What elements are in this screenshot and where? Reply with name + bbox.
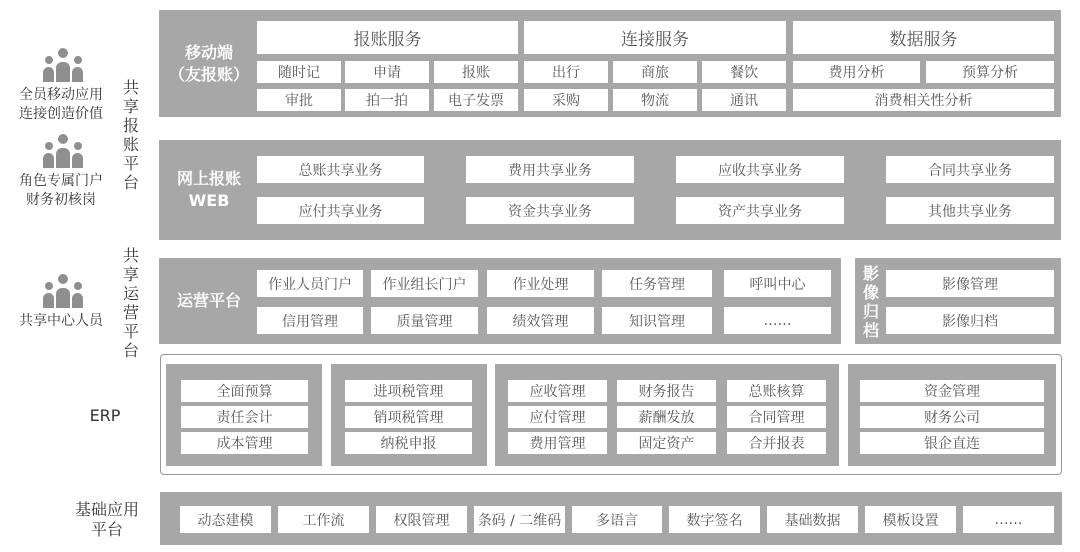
base-item-workflow: 工作流 (278, 506, 369, 533)
web-item-zijin: 资金共享业务 (466, 197, 634, 224)
ops-item-credit-mgmt: 信用管理 (257, 307, 363, 334)
ops-title: 运营平台 (176, 291, 241, 310)
erp-item-budget: 全面预算 (181, 380, 308, 402)
mobile-item-chuxing: 出行 (524, 61, 608, 83)
erp-item-financial-report: 财务报告 (617, 380, 716, 402)
mobile-item-tongxun: 通讯 (702, 89, 786, 111)
web-item-yingfu: 应付共享业务 (257, 197, 424, 224)
web-panel (159, 140, 1061, 240)
web-item-feiyong: 费用共享业务 (466, 156, 634, 183)
base-item-base-data: 基础数据 (767, 506, 858, 533)
mobile-item-paiyipai: 拍一拍 (345, 89, 429, 111)
left-group3-line1: 共享中心人员 (19, 313, 103, 329)
base-item-multilingual: 多语言 (572, 506, 662, 533)
base-item-barcode-qrcode: 条码 / 二维码 (474, 506, 565, 533)
mobile-item-dianzifapiao: 电子发票 (434, 89, 518, 111)
base-item-permissions: 权限管理 (376, 506, 467, 533)
vertical-label-shared-ops: 共享运营平台 (122, 246, 139, 360)
erp-item-payables: 应付管理 (508, 406, 607, 428)
base-item-digital-signature: 数字签名 (669, 506, 760, 533)
erp-item-fund-mgmt: 资金管理 (860, 380, 1044, 402)
mobile-item-shenpi: 审批 (257, 89, 341, 111)
base-item-templates: 模板设置 (865, 506, 956, 533)
left-group2-line2: 财务初核岗 (26, 192, 96, 208)
people-icon-group1 (38, 46, 88, 82)
web-item-yingshou: 应收共享业务 (676, 156, 844, 183)
web-item-zichan: 资产共享业务 (676, 197, 844, 224)
mobile-title-line1: 移动端 (184, 43, 233, 62)
ops-item-more: …… (724, 307, 831, 334)
erp-item-tax-filing: 纳税申报 (345, 432, 472, 454)
web-item-hetong: 合同共享业务 (886, 156, 1054, 183)
ops-item-worker-portal: 作业人员门户 (257, 270, 363, 297)
mobile-item-baozhang: 报账 (434, 61, 518, 83)
base-item-dynamic-modeling: 动态建模 (180, 506, 271, 533)
erp-item-expense-mgmt: 费用管理 (508, 432, 607, 454)
mobile-item-caigou: 采购 (524, 89, 608, 111)
mobile-item-shanglv: 商旅 (613, 61, 697, 83)
erp-item-general-ledger: 总账核算 (727, 380, 826, 402)
ops-item-knowledge-mgmt: 知识管理 (602, 307, 712, 334)
erp-item-finance-company: 财务公司 (860, 406, 1044, 428)
ops-item-job-handling: 作业处理 (487, 270, 594, 297)
erp-item-payroll: 薪酬发放 (617, 406, 716, 428)
left-group1-text (0, 86, 122, 124)
mobile-item-canyin: 餐饮 (702, 61, 786, 83)
ops-item-quality-mgmt: 质量管理 (371, 307, 478, 334)
left-group1-line1: 全员移动应用 (19, 87, 103, 103)
erp-item-fixed-assets: 固定资产 (617, 432, 716, 454)
mobile-item-feiyongfenxi: 费用分析 (793, 61, 920, 83)
header-reimburse-service: 报账服务 (257, 21, 518, 54)
image-title: 影像归档 (862, 264, 879, 340)
erp-item-consolidated-report: 合并报表 (727, 432, 826, 454)
erp-item-output-tax: 销项税管理 (345, 406, 472, 428)
image-item-mgmt: 影像管理 (886, 270, 1054, 297)
ops-item-call-center: 呼叫中心 (724, 270, 831, 297)
people-icon-group2 (38, 132, 88, 168)
mobile-item-shenqing: 申请 (345, 61, 429, 83)
erp-item-bank-link: 银企直连 (860, 432, 1044, 454)
left-group2-text (0, 172, 122, 210)
web-title-line2: WEB (188, 191, 230, 210)
web-title-line1: 网上报账 (176, 169, 241, 188)
people-icon-group3 (38, 272, 88, 308)
erp-item-receivables: 应收管理 (508, 380, 607, 402)
left-base-line2: 平台 (90, 520, 123, 539)
web-item-zongzhang: 总账共享业务 (257, 156, 424, 183)
left-group1-line2: 连接创造价值 (19, 106, 103, 122)
left-base-label (62, 500, 152, 540)
header-data-service: 数据服务 (793, 21, 1054, 54)
erp-item-cost-mgmt: 成本管理 (181, 432, 308, 454)
vertical-label-shared-reimburse: 共享报账平台 (122, 78, 139, 192)
erp-item-responsibility-accounting: 责任会计 (181, 406, 308, 428)
left-group2-line1: 角色专属门户 (19, 173, 103, 189)
web-item-qita: 其他共享业务 (886, 197, 1054, 224)
mobile-item-yusuanfenxi: 预算分析 (926, 61, 1054, 83)
header-connect-service: 连接服务 (524, 21, 786, 54)
left-base-line1: 基础应用 (74, 500, 139, 519)
web-title (163, 168, 255, 212)
ops-item-performance-mgmt: 绩效管理 (487, 307, 594, 334)
ops-item-task-mgmt: 任务管理 (602, 270, 712, 297)
left-erp-label: ERP (89, 406, 121, 425)
base-item-more: …… (963, 506, 1054, 533)
mobile-item-suishiji: 随时记 (257, 61, 341, 83)
mobile-item-wuliu: 物流 (613, 89, 697, 111)
mobile-title (163, 42, 255, 86)
ops-item-leader-portal: 作业组长门户 (371, 270, 478, 297)
erp-item-input-tax: 进项税管理 (345, 380, 472, 402)
mobile-item-xiaofei-analysis: 消费相关性分析 (793, 89, 1054, 111)
image-item-archive: 影像归档 (886, 307, 1054, 334)
erp-item-contract-mgmt: 合同管理 (727, 406, 826, 428)
mobile-title-line2: （友报账） (168, 65, 249, 84)
left-group3-text (0, 312, 122, 331)
